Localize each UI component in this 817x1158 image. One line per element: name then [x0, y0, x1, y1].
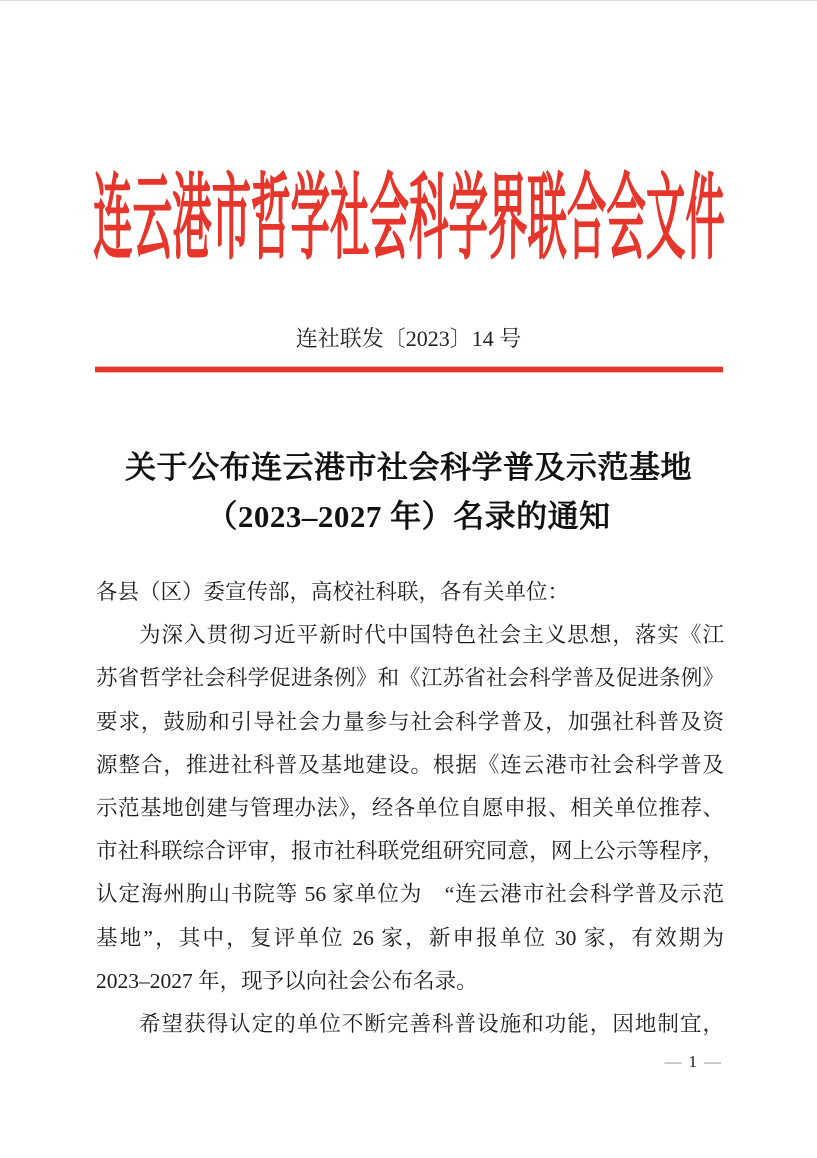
- document-reference-number: 连社联发〔2023〕14 号: [295, 326, 522, 351]
- document-body: [96, 571, 724, 1046]
- document-title-line1: 关于公布连云港市社会科学普及示范基地: [125, 450, 692, 485]
- body-line: 市社科联综合评审，报市社科联党组研究同意，网上公示等程序，: [96, 839, 724, 864]
- body-line: 认定海州朐山书院等 56 家单位为 “连云港市社会科学普及示范: [96, 882, 724, 907]
- body-line: 示范基地创建与管理办法》，经各单位自愿申报、相关单位推荐、: [96, 796, 724, 821]
- document-title: [0, 443, 817, 541]
- page-number-dash-left: —: [664, 1052, 683, 1071]
- body-line: 源整合，推进社科普及基地建设。根据《连云港市社会科学普及: [96, 752, 724, 777]
- body-line: 苏省哲学社会科学促进条例》和《江苏省社会科学普及促进条例》: [96, 666, 724, 691]
- page-number: [665, 1052, 723, 1072]
- document-title-line2: （2023–2027 年）名录的通知: [206, 499, 611, 534]
- page-number-dash-right: —: [704, 1052, 722, 1071]
- body-line: 基地”，其中，复评单位 26 家，新申报单位 30 家，有效期为: [96, 925, 724, 950]
- salutation-line: 各县（区）委宣传部，高校社科联，各有关单位：: [96, 580, 570, 604]
- body-line: 要求，鼓励和引导社会力量参与社会科学普及，加强社科普及资: [96, 709, 724, 734]
- body-line: 2023–2027 年，现予以向社会公布名录。: [96, 968, 478, 993]
- red-masthead-title: 连云港市哲学社会科学界联合会文件: [92, 165, 725, 270]
- body-line: 为深入贯彻习近平新时代中国特色社会主义思想，落实《江: [139, 623, 724, 648]
- page-number-value: 1: [688, 1052, 698, 1071]
- body-line: 希望获得认定的单位不断完善科普设施和功能，因地制宜，: [139, 1012, 724, 1037]
- red-divider-rule: [95, 367, 723, 372]
